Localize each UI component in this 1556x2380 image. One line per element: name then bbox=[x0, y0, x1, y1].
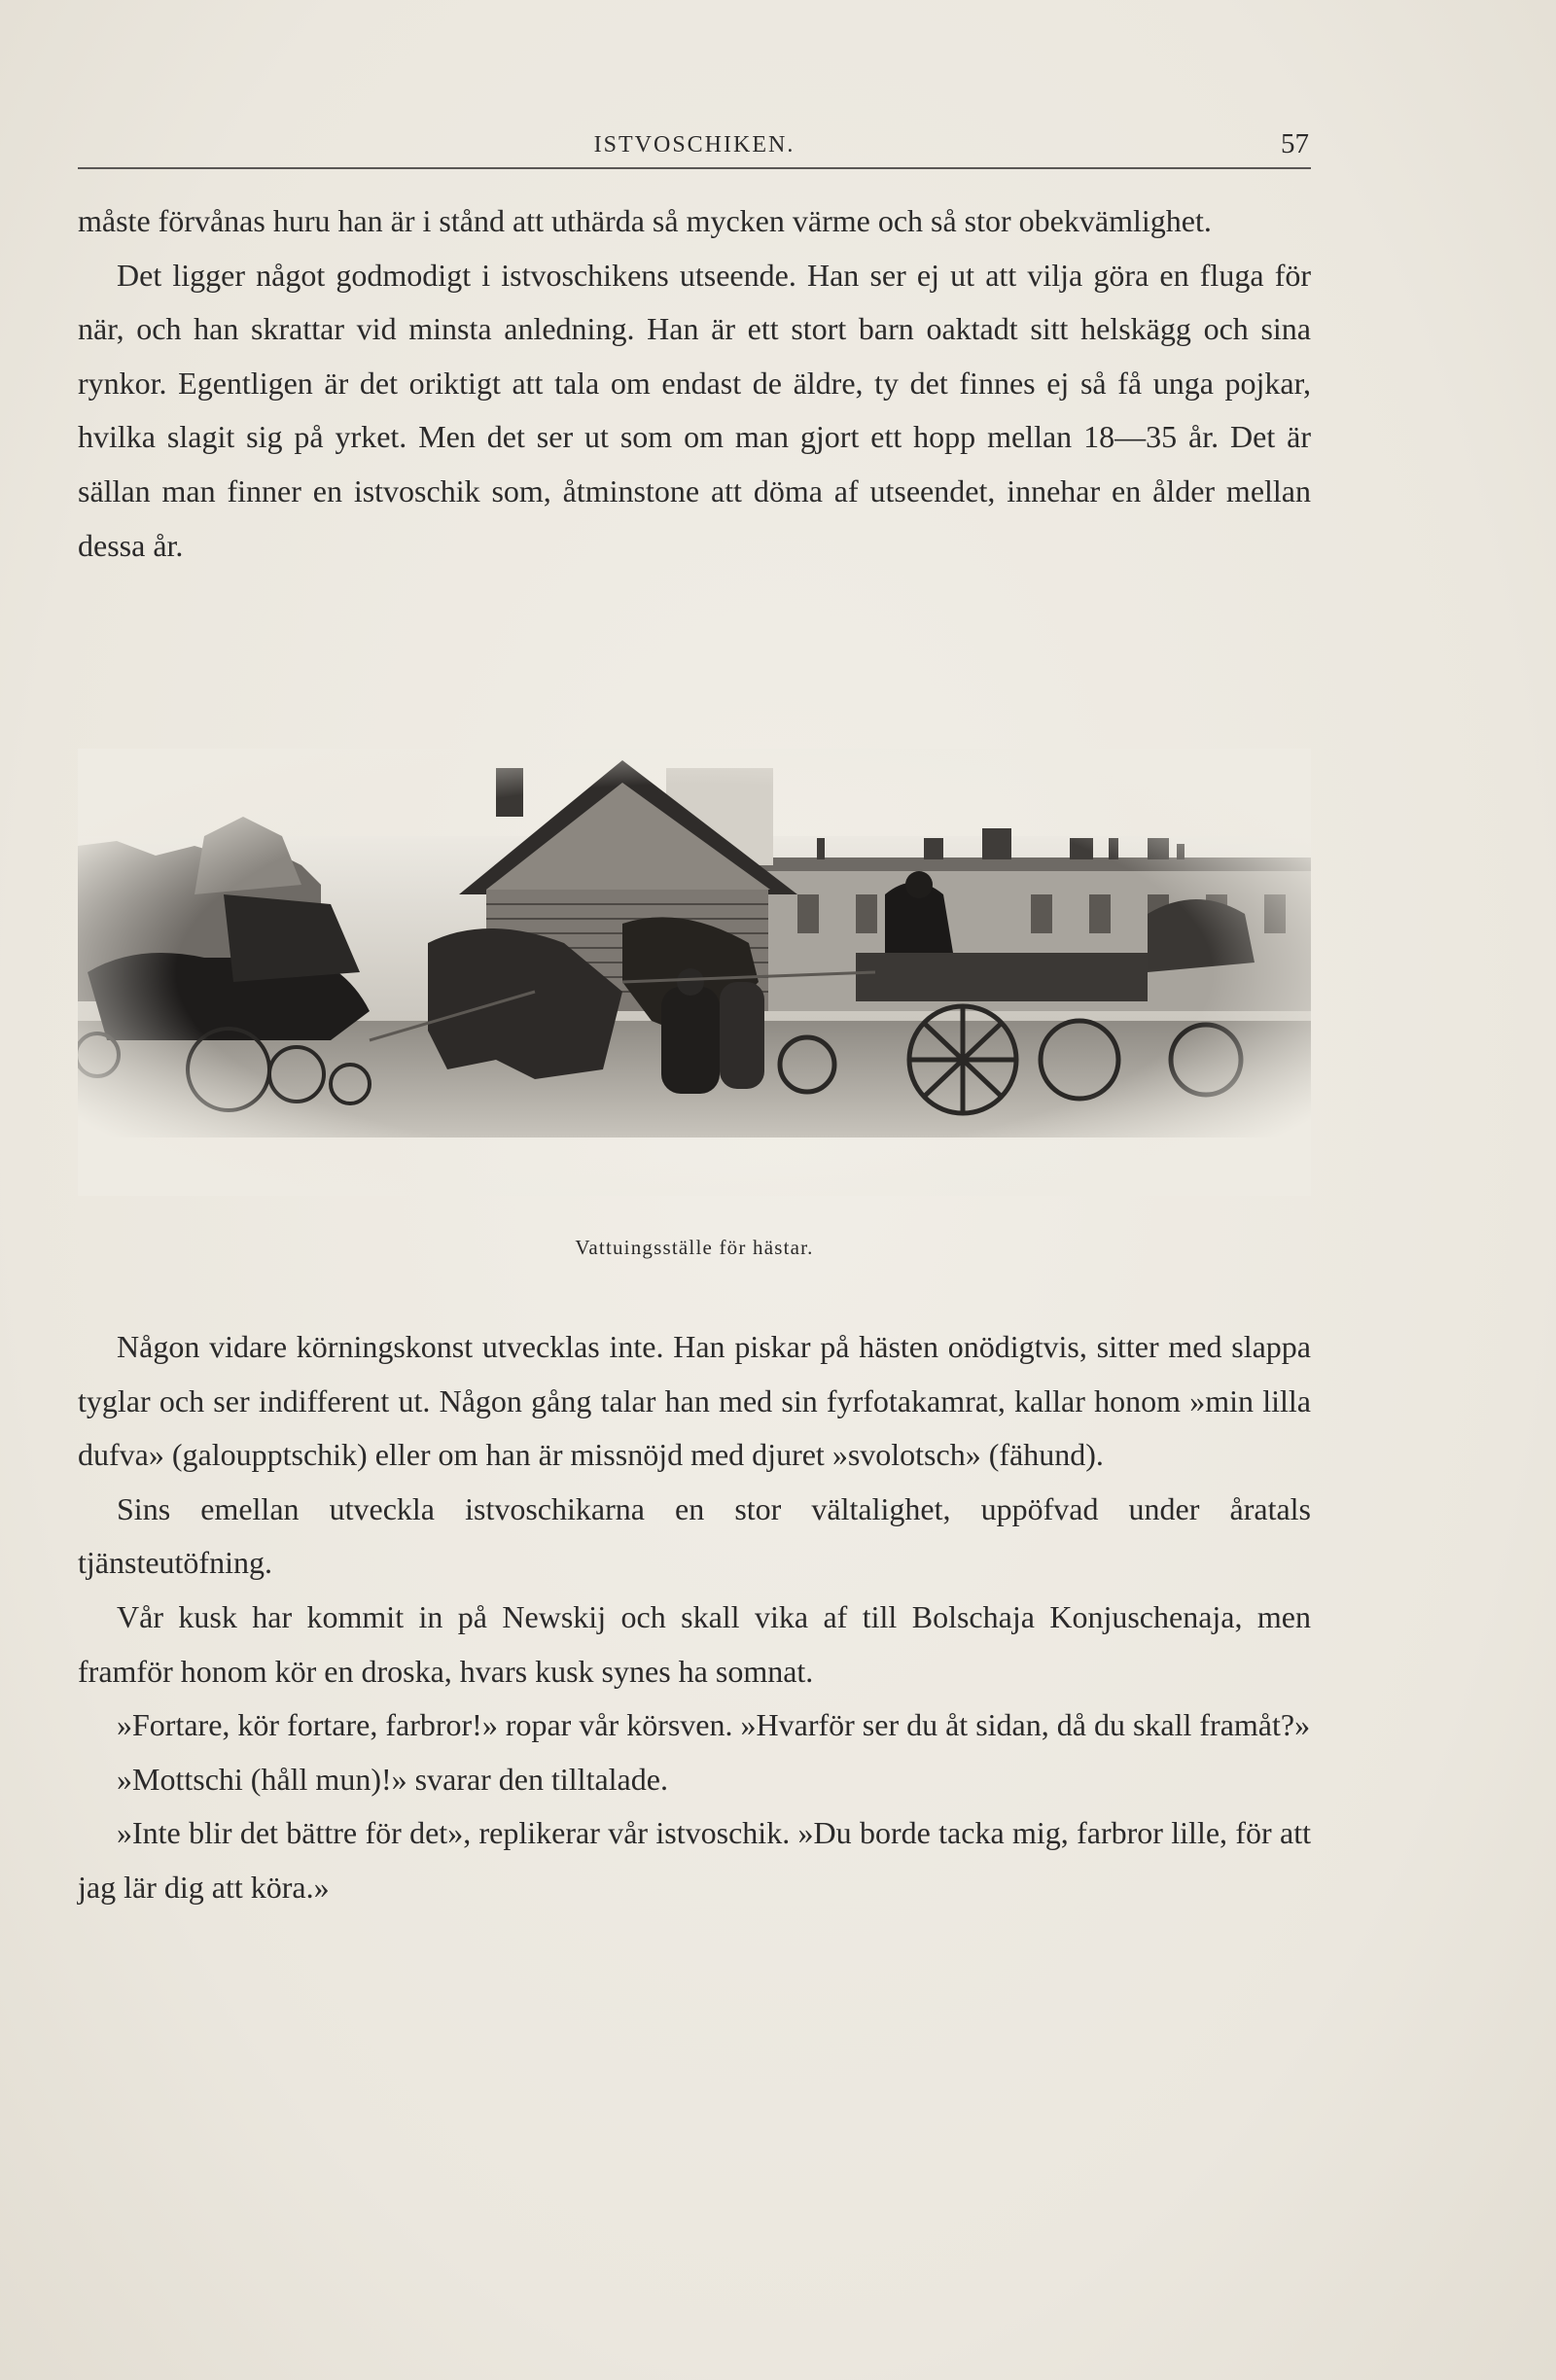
paragraph: Sins emellan utveckla istvoschikarna en stor vältalighet, uppöfvad under åratals tjänsteutöfning. bbox=[78, 1490, 1311, 1581]
paragraph: »Fortare, kör fortare, farbror!» ropar vår körsven. »Hvarför ser du åt sidan, då du skall framåt?» bbox=[117, 1707, 1311, 1743]
page-number: 57 bbox=[1281, 128, 1309, 159]
paragraph: måste förvånas huru han är i stånd att uthärda så mycken värme och så stor obekvämlighet. bbox=[78, 203, 1212, 238]
paragraph: Vår kusk har kommit in på Newskij och skall vika af till Bolschaja Konjuschenaja, men framför honom kör en droska, hvars kusk synes ha somnat. bbox=[78, 1598, 1311, 1689]
running-title: ISTVOSCHIKEN. bbox=[593, 132, 796, 158]
photo-illustration bbox=[78, 749, 1311, 1196]
bottom-text-block bbox=[78, 1320, 1311, 1915]
paragraph: Det ligger något godmodigt i istvoschikens utseende. Han ser ej ut att vilja göra en fluga för när, och han skrattar vid minsta anledning. Han är ett stort barn oaktadt sitt helskägg och sina rynkor. Egentligen är det oriktigt att tala om endast de äldre, ty det finnes ej så få unga pojkar, hvilka slagit sig på yrket. Men det ser ut som om man gjort ett hopp mellan 18—35 år. Det är sällan man finner en istvoschik som, åtminstone att döma af utseendet, innehar en ålder mellan dessa år. bbox=[78, 257, 1311, 563]
page-header bbox=[78, 128, 1311, 169]
paragraph: »Mottschi (håll mun)!» svarar den tilltalade. bbox=[117, 1761, 668, 1797]
top-text-block bbox=[78, 194, 1311, 573]
photo-watering-place bbox=[78, 749, 1311, 1196]
paragraph: Någon vidare körningskonst utvecklas inte. Han piskar på hästen onödigtvis, sitter med slappa tyglar och ser indifferent ut. Någon gång talar han med sin fyrfotakamrat, kallar honom »min lilla dufva» (galoupptschik) eller om han är missnöjd med djuret »svolotsch» (fähund). bbox=[78, 1329, 1311, 1473]
figure-caption: Vattuingsställe för hästar. bbox=[575, 1236, 814, 1259]
paragraph: »Inte blir det bättre för det», replikerar vår istvoschik. »Du borde tacka mig, farbror lille, för att jag lär dig att köra.» bbox=[78, 1815, 1311, 1905]
